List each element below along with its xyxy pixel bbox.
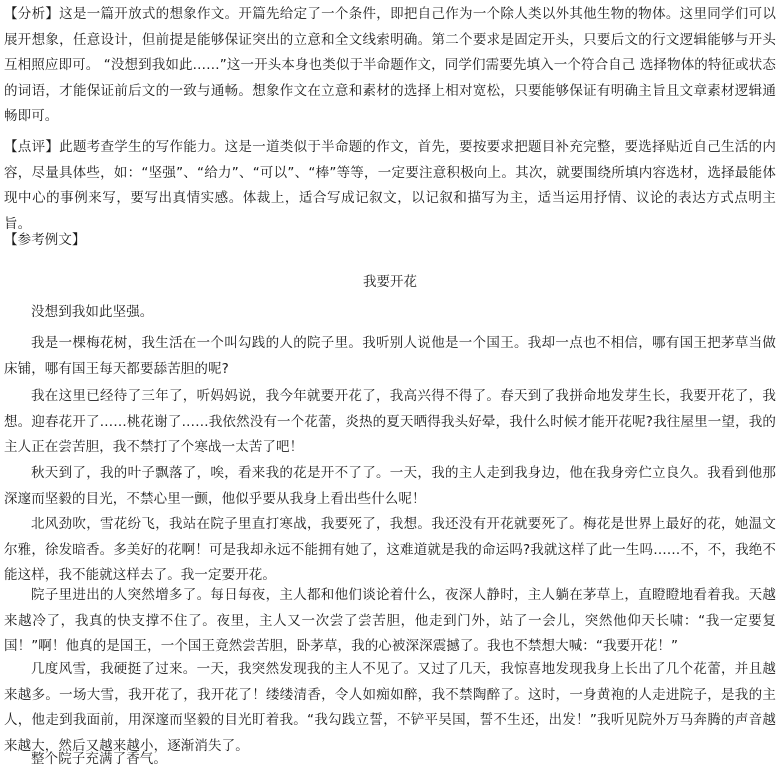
essay-title: 我要开花 bbox=[363, 274, 417, 290]
essay-paragraph: 秋天到了，我的叶子飘落了，唉，看来我的花是开不了了。一天，我的主人走到我身边，他在我身旁伫立良久。我看到他那深邃而坚毅的目光，不禁心里一颤，他似乎要从我身上看出些什么呢！ bbox=[4, 465, 776, 507]
essay-paragraph: 北风劲吹，雪花纷飞，我站在院子里直打寒战，我要死了，我想。我还没有开花就要死了。梅花是世界上最好的花，她温文尔雅，徐发暗香。多美好的花啊！可是我却永远不能拥有她了，这难道就是我的命运吗?我就这样了此一生吗……不，不，我绝不能这样，我不能就这样去了。我一定要开花。 bbox=[4, 516, 776, 583]
essay-paragraph: 我是一棵梅花树，我生活在一个叫勾践的人的院子里。我听别人说他是一个国王。我却一点也不相信，哪有国王把茅草当做床铺，哪有国王每天都要舔苦胆的呢? bbox=[4, 335, 776, 377]
essay-paragraph: 我在这里已经待了三年了，听妈妈说，我今年就要开花了，我高兴得不得了。春天到了我拼命地发芽生长，我要开花了，我想。迎春花开了……桃花谢了……我依然没有一个花蕾，炎热的夏天晒得我头好晕，我什么时候才能开花呢?我往屋里一望，我的主人正在尝苦胆，我不禁打了个寒战一太苦了吧！ bbox=[4, 388, 776, 455]
analysis-paragraph bbox=[4, 2, 776, 130]
reference-essay-label: 【参考例文】 bbox=[4, 232, 86, 248]
essay-paragraph: 院子里进出的人突然增多了。每日每夜，主人都和他们谈论着什么，夜深人静时，主人躺在茅草上，直瞪瞪地看着我。天越来越冷了，我真的快支撑不住了。夜里，主人又一次尝了尝苦胆，他走到门外，站了一会儿，突然他仰天长啸：“我一定要复国！”啊！他真的是国王，一个国王竟然尝苦胆，卧茅草，我的心被深深震撼了。我也不禁想大喊：“我要开花！” bbox=[4, 587, 776, 654]
essay-paragraph: 没想到我如此坚强。 bbox=[31, 304, 154, 320]
essay-paragraph: 整个院子充满了香气。 bbox=[31, 751, 167, 767]
analysis-label: 【分析】 bbox=[4, 6, 60, 22]
analysis-text: 这是一篇开放式的想象作文。开篇先给定了一个条件，即把自己作为一个除人类以外其他生物的物体。这里同学们可以展开想象，任意设计，但前提是能够保证突出的立意和全文线索明确。第二个要求是固定开头，只要后文的行文逻辑能够与开头互相照应即可。 “没想到我如此……”这一开头本身也类似于半命题作文，同学们需要先填入一个符合自己 选择物体的特征或状态的词语，才能保证前后文的一致与通畅。想象作文在立意和素材的选择上相对宽松，只要能够保证有明确主旨且文章素材逻辑通畅即可。 bbox=[4, 6, 776, 124]
essay-paragraph: 几度风雪，我硬挺了过来。一天，我突然发现我的主人不见了。又过了几天，我惊喜地发现我身上长出了几个花蕾，并且越来越多。一场大雪，我开花了，我开花了！缕缕清香，令人如痴如醉，我不禁陶醉了。这时，一身黄袍的人走进院子，是我的主人，他走到我面前，用深邃而坚毅的目光盯着我。“我勾践立誓，不铲平吴国，誓不生还，出发！”我听见院外万马奔腾的声音越来越大，然后又越来越小，逐渐消失了。 bbox=[4, 661, 776, 754]
comment-text: 此题考查学生的写作能力。这是一道类似于半命题的作文，首先，要按要求把题目补充完整，要选择贴近自己生活的内容，尽量具体些，如：“坚强”、“给力”、“可以”、“棒”等等，一定要注意积极向上。其次，就要围绕所填内容选材，选择最能体现中心的事例来写，要写出真情实感。体裁上，适合写成记叙文，以记叙和描写为主，适当运用抒情、议论的表达方式点明主旨。 bbox=[4, 139, 776, 232]
comment-label: 【点评】 bbox=[4, 139, 60, 155]
comment-paragraph bbox=[4, 135, 776, 237]
